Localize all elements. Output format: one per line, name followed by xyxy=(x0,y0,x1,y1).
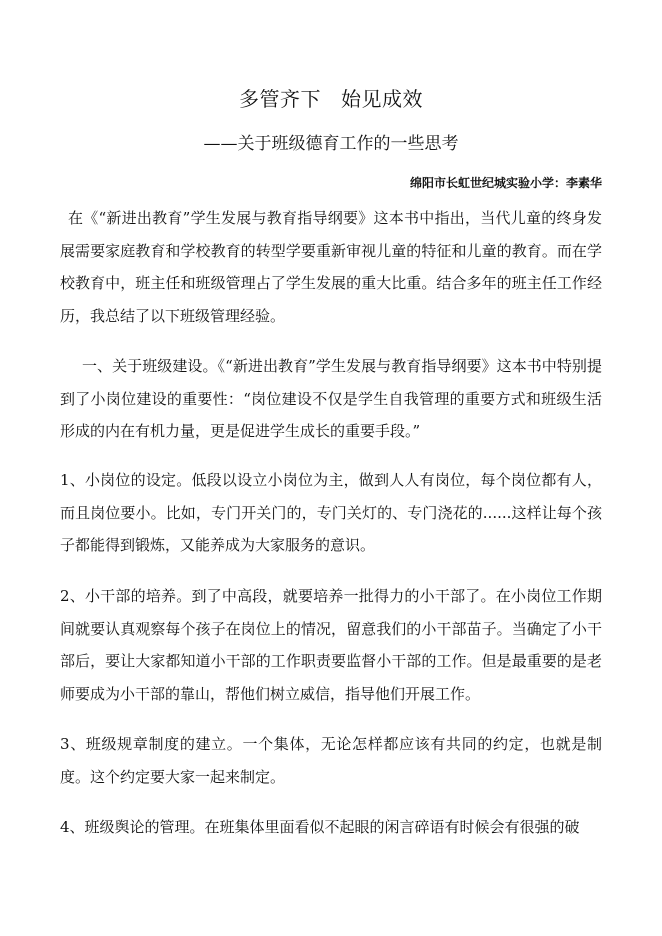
paragraph-section-one: 一、关于班级建设。《“新进出教育”学生发展与教育指导纲要》这本书中特别提到了小岗位建设的重要性：“岗位建设不仅是学生自我管理的重要方式和班级生活形成的内在有机力量，更是促进学生成长的重要手段。” xyxy=(60,357,602,440)
title-part-1: 多管齐下 xyxy=(239,87,321,111)
paragraph-intro: 在《“新进出教育”学生发展与教育指导纲要》这本书中指出，当代儿童的终身发展需要家庭教育和学校教育的转型学要重新审视儿童的特征和儿童的教育。而在学校教育中，班主任和班级管理占了学生发展的重大比重。结合多年的班主任工作经历，我总结了以下班级管理经验。 xyxy=(60,209,602,325)
document-subtitle: ——关于班级德育工作的一些思考 xyxy=(203,134,459,154)
paragraph-item-3: 3、班级规章制度的建立。一个集体，无论怎样都应该有共同的约定，也就是制度。这个约定要大家一起来制定。 xyxy=(60,735,602,786)
title-part-2: 始见成效 xyxy=(341,87,423,111)
author-line: 绵阳市长虹世纪城实验小学：李素华 xyxy=(409,176,602,190)
paragraph-item-1: 1、小岗位的设定。低段以设立小岗位为主，做到人人有岗位，每个岗位都有人，而且岗位要小。比如，专门开关门的，专门关灯的、专门浇花的......这样让每个孩子都能得到锻炼，又能养成为大家服务的意识。 xyxy=(60,471,602,554)
paragraph-item-2: 2、小干部的培养。到了中高段，就要培养一批得力的小干部了。在小岗位工作期间就要认真观察每个孩子在岗位上的情况，留意我们的小干部苗子。当确定了小干部后，要让大家都知道小干部的工作职责要监督小干部的工作。但是最重要的是老师要成为小干部的靠山，帮他们树立威信，指导他们开展工作。 xyxy=(60,587,602,703)
paragraph-item-4: 4、班级舆论的管理。在班集体里面看似不起眼的闲言碎语有时候会有很强的破 xyxy=(60,818,580,836)
document-title xyxy=(0,86,662,112)
